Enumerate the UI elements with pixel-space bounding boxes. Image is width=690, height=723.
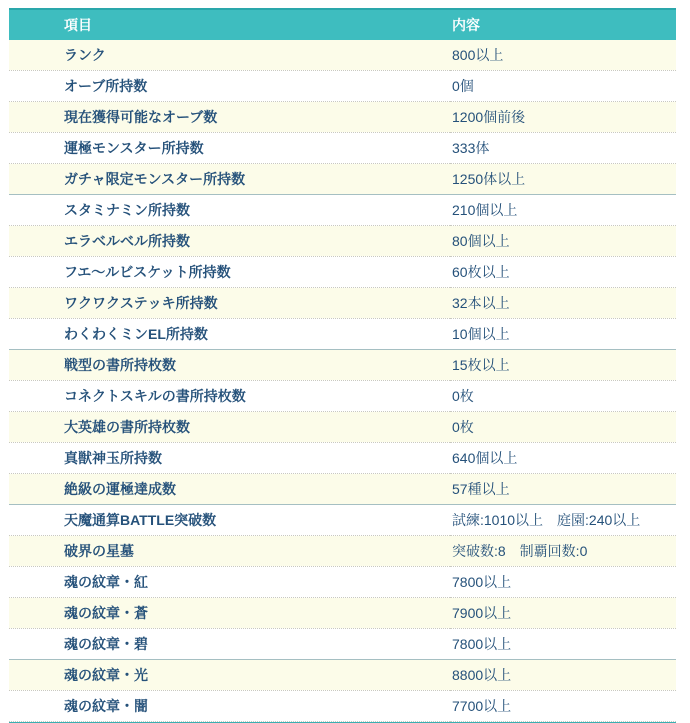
header-row — [9, 10, 676, 40]
item-label: 現在獲得可能なオーブ数 — [9, 102, 450, 133]
item-value: 1250体以上 — [450, 164, 676, 195]
item-label: 運極モンスター所持数 — [9, 133, 450, 164]
item-label: 魂の紋章・碧 — [9, 629, 450, 660]
item-value: 60枚以上 — [450, 257, 676, 288]
stats-table-container — [9, 8, 676, 723]
table-row — [9, 102, 676, 133]
table-row — [9, 691, 676, 722]
table-row — [9, 567, 676, 598]
item-value: 57種以上 — [450, 474, 676, 505]
item-value: 10個以上 — [450, 319, 676, 350]
table-row — [9, 71, 676, 102]
item-value: 8800以上 — [450, 660, 676, 691]
item-label: 破界の星墓 — [9, 536, 450, 567]
item-value: 7700以上 — [450, 691, 676, 722]
item-value: 0個 — [450, 71, 676, 102]
item-label: 天魔通算BATTLE突破数 — [9, 505, 450, 536]
table-row — [9, 164, 676, 195]
item-value: 7900以上 — [450, 598, 676, 629]
table-row — [9, 195, 676, 226]
column-header-item: 項目 — [9, 10, 450, 40]
item-value: 15枚以上 — [450, 350, 676, 381]
table-row — [9, 629, 676, 660]
item-label: 大英雄の書所持枚数 — [9, 412, 450, 443]
table-row — [9, 474, 676, 505]
table-row — [9, 319, 676, 350]
table-row — [9, 40, 676, 71]
item-label: ランク — [9, 40, 450, 71]
item-value: 7800以上 — [450, 629, 676, 660]
stats-table — [9, 10, 676, 722]
table-row — [9, 350, 676, 381]
item-value: 0枚 — [450, 412, 676, 443]
table-header — [9, 10, 676, 40]
item-label: 魂の紋章・闇 — [9, 691, 450, 722]
item-label: ワクワクステッキ所持数 — [9, 288, 450, 319]
item-label: 魂の紋章・蒼 — [9, 598, 450, 629]
item-label: スタミナミン所持数 — [9, 195, 450, 226]
item-label: 魂の紋章・光 — [9, 660, 450, 691]
table-row — [9, 226, 676, 257]
table-row — [9, 257, 676, 288]
table-row — [9, 443, 676, 474]
table-body — [9, 40, 676, 722]
item-label: フエ〜ルビスケット所持数 — [9, 257, 450, 288]
table-row — [9, 412, 676, 443]
table-row — [9, 288, 676, 319]
item-value: 突破数:8 制覇回数:0 — [450, 536, 676, 567]
item-value: 1200個前後 — [450, 102, 676, 133]
item-value: 80個以上 — [450, 226, 676, 257]
table-row — [9, 505, 676, 536]
item-label: 絶級の運極達成数 — [9, 474, 450, 505]
item-label: ガチャ限定モンスター所持数 — [9, 164, 450, 195]
item-label: 魂の紋章・紅 — [9, 567, 450, 598]
item-label: 真獣神玉所持数 — [9, 443, 450, 474]
item-label: エラベルベル所持数 — [9, 226, 450, 257]
item-value: 800以上 — [450, 40, 676, 71]
item-value: 333体 — [450, 133, 676, 164]
item-value: 7800以上 — [450, 567, 676, 598]
table-row — [9, 133, 676, 164]
table-row — [9, 381, 676, 412]
column-header-content: 内容 — [450, 10, 676, 40]
item-label: わくわくミンEL所持数 — [9, 319, 450, 350]
item-label: コネクトスキルの書所持枚数 — [9, 381, 450, 412]
item-value: 210個以上 — [450, 195, 676, 226]
item-value: 640個以上 — [450, 443, 676, 474]
table-row — [9, 598, 676, 629]
item-label: オーブ所持数 — [9, 71, 450, 102]
item-value: 0枚 — [450, 381, 676, 412]
item-value: 32本以上 — [450, 288, 676, 319]
table-row — [9, 536, 676, 567]
item-value: 試練:1010以上 庭園:240以上 — [450, 505, 676, 536]
table-row — [9, 660, 676, 691]
item-label: 戦型の書所持枚数 — [9, 350, 450, 381]
